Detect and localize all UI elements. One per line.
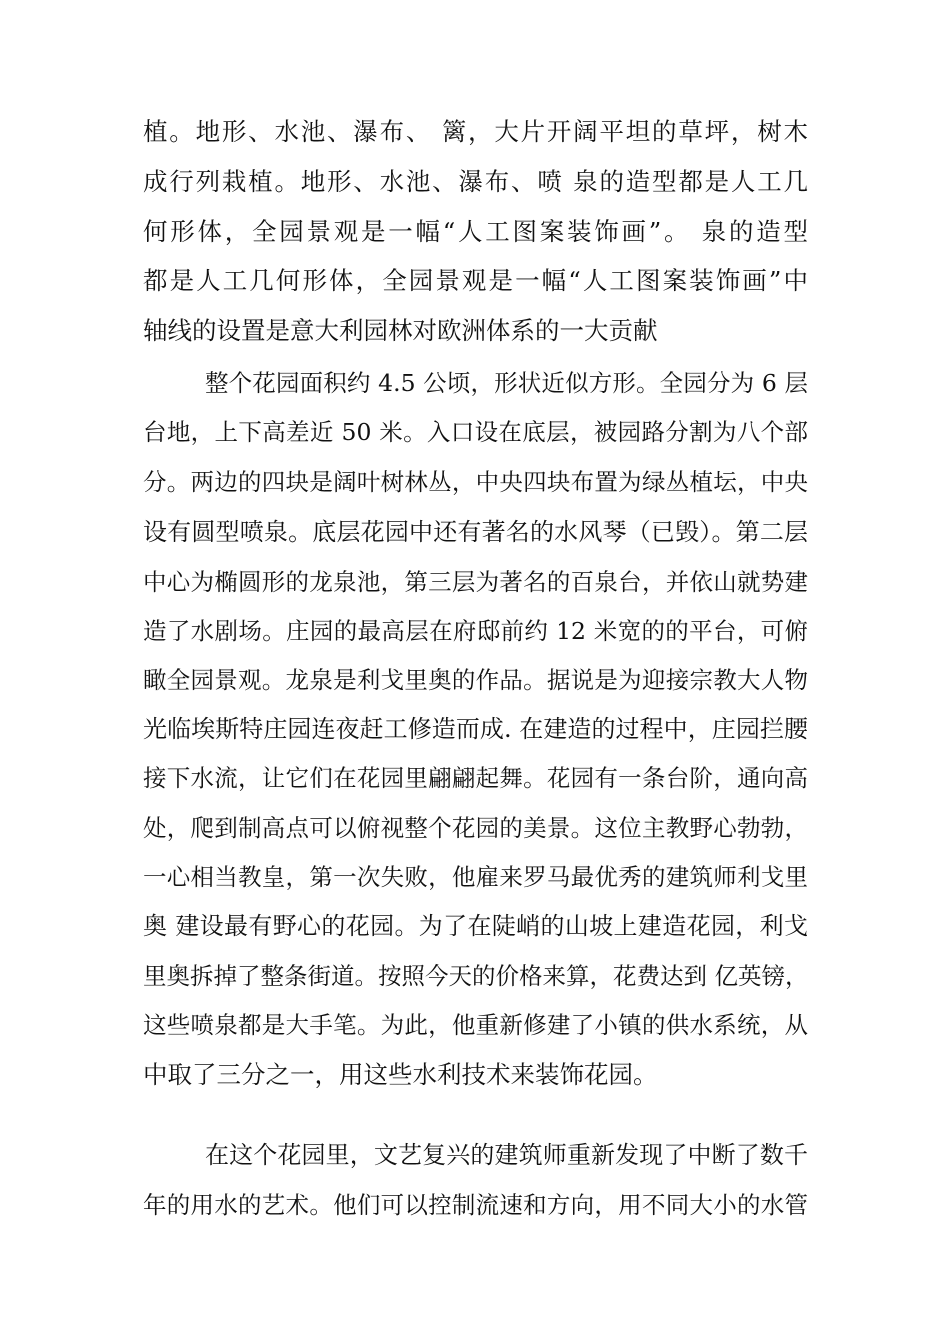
text-line: 何形体，全园景观是一幅“人工图案装饰画”。 泉的造型 <box>143 217 808 246</box>
text-line: 年的用水的艺术。他们可以控制流速和方向，用不同大小的水管 <box>143 1191 808 1219</box>
text-line: 都是人工几何形体，全园景观是一幅“人工图案装饰画”中 <box>143 266 808 295</box>
text-line: 接下水流，让它们在花园里翩翩起舞。花园有一条台阶，通向高 <box>143 764 808 792</box>
text-line: 里奥拆掉了整条街道。按照今天的价格来算，花费达到 亿英镑， <box>143 962 809 990</box>
text-line: 台地，上下高差近 50 米。入口设在底层，被园路分割为八个部 <box>143 418 808 446</box>
text-line: 造了水剧场。庄园的最高层在府邸前约 12 米宽的的平台，可俯 <box>143 617 808 645</box>
text-line: 中取了三分之一，用这些水利技术来装饰花园。 <box>143 1060 658 1089</box>
text-line: 轴线的设置是意大利园林对欧洲体系的一大贡献 <box>143 316 658 345</box>
text-line: 处，爬到制高点可以俯视整个花园的美景。这位主教野心勃勃， <box>143 814 808 842</box>
text-line: 光临埃斯特庄园连夜赶工修造而成. 在建造的过程中，庄园拦腰 <box>143 715 808 743</box>
text-line: 这些喷泉都是大手笔。为此，他重新修建了小镇的供水系统，从 <box>143 1011 808 1039</box>
text-line: 整个花园面积约 4.5 公顷，形状近似方形。全园分为 6 层 <box>205 369 808 397</box>
text-line: 植。地形、水池、瀑布、 篱，大片开阔平坦的草坪，树木 <box>143 117 808 146</box>
text-line: 在这个花园里，文艺复兴的建筑师重新发现了中断了数千 <box>205 1141 808 1169</box>
text-line: 奥 建设最有野心的花园。为了在陡峭的山坡上建造花园，利戈 <box>143 912 808 940</box>
text-line: 瞰全园景观。龙泉是利戈里奥的作品。据说是为迎接宗教大人物 <box>143 666 808 694</box>
text-line: 成行列栽植。地形、水池、瀑布、喷 泉的造型都是人工几 <box>143 167 808 196</box>
text-line: 设有圆型喷泉。底层花园中还有著名的水风琴（已毁）。第二层 <box>143 518 808 546</box>
text-line: 一心相当教皇，第一次失败，他雇来罗马最优秀的建筑师利戈里 <box>143 863 808 891</box>
text-line: 中心为椭圆形的龙泉池，第三层为著名的百泉台，并依山就势建 <box>143 568 808 596</box>
text-line: 分。两边的四块是阔叶树林丛，中央四块布置为绿丛植坛，中央 <box>143 468 808 496</box>
